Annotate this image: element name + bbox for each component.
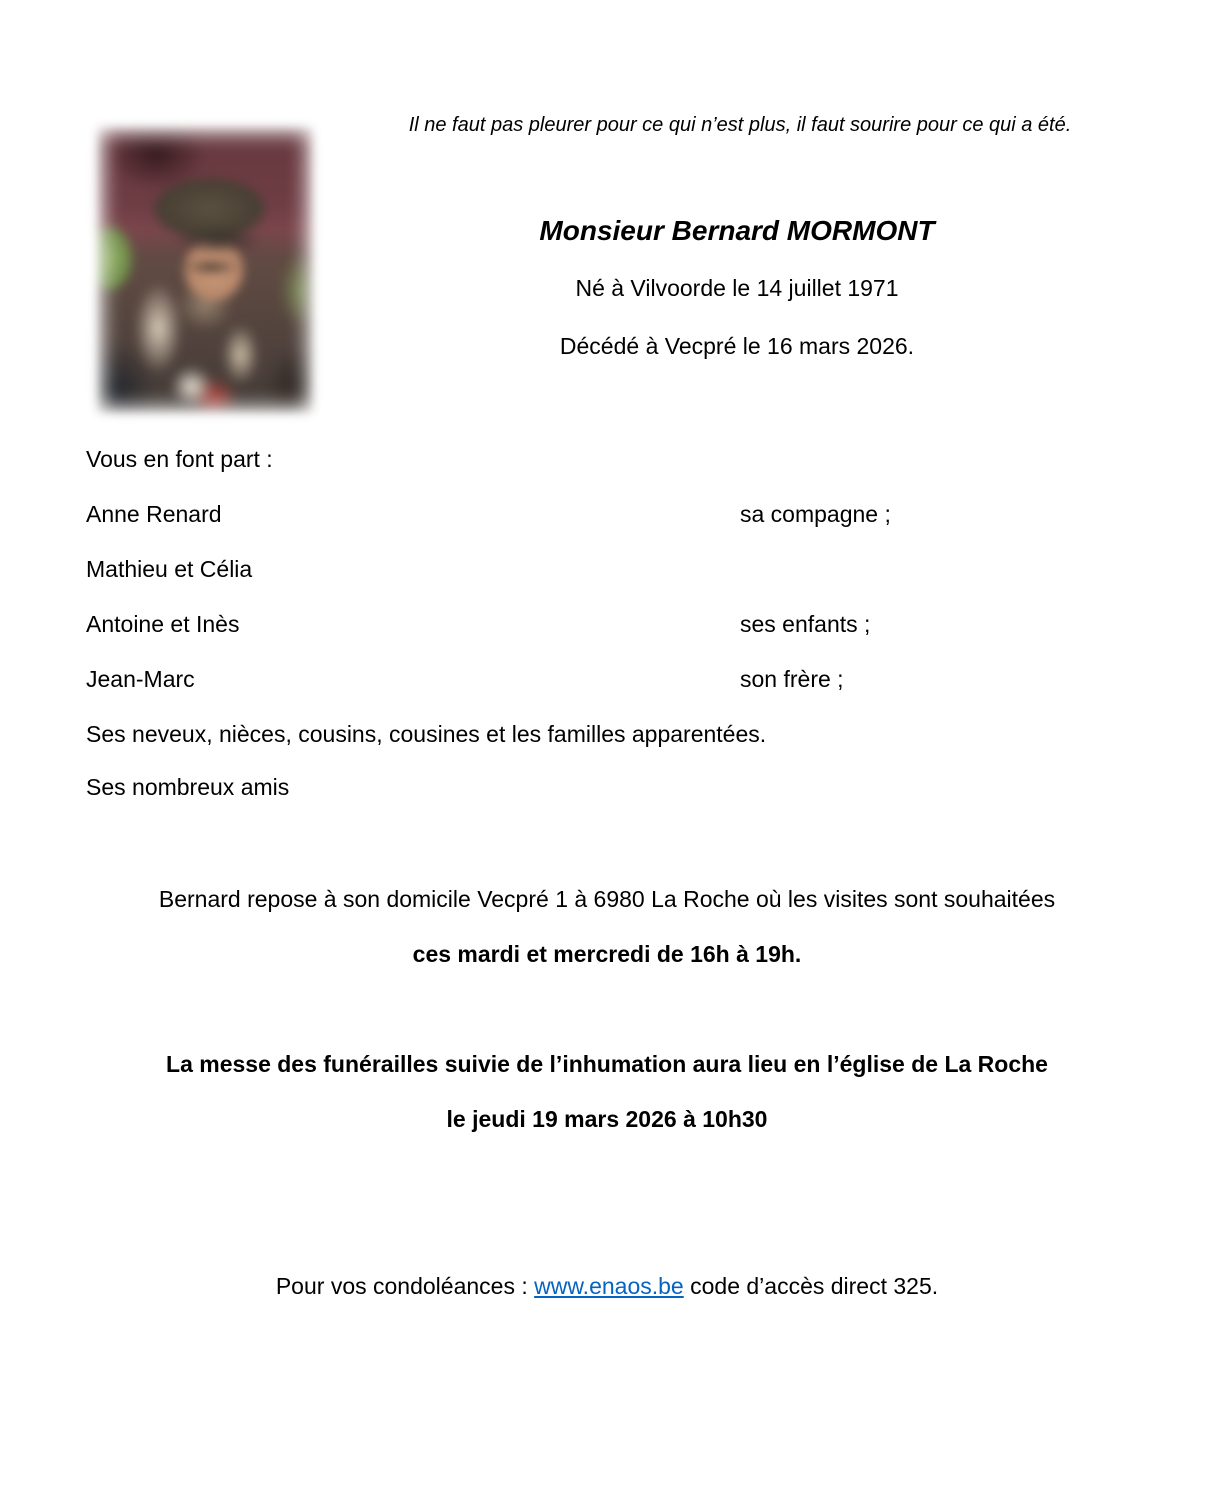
condolences-link[interactable]: www.enaos.be — [534, 1273, 684, 1299]
family-member-name: Antoine et Inès — [86, 611, 240, 637]
memorial-quote: Il ne faut pas pleurer pour ce qui n’est plus, il faut sourire pour ce qui a été. — [408, 114, 1072, 136]
relatives-line: Ses neveux, nièces, cousins, cousines et les familles apparentées. — [86, 721, 767, 747]
family-member-name: Jean-Marc — [86, 666, 195, 692]
family-member-relation: son frère ; — [740, 666, 844, 692]
family-member-name: Mathieu et Célia — [86, 556, 253, 582]
funeral-line: La messe des funérailles suivie de l’inhumation aura lieu en l’église de La Roche — [166, 1051, 1048, 1077]
portrait-photo — [86, 116, 324, 424]
deceased-name-title: Monsieur Bernard MORMONT — [539, 215, 935, 246]
portrait-photo-feather — [86, 116, 324, 424]
family-member-relation: ses enfants ; — [740, 611, 871, 637]
visitation-hours-line: ces mardi et mercredi de 16h à 19h. — [412, 941, 802, 967]
family-row — [86, 498, 1158, 530]
family-member-relation: sa compagne ; — [740, 501, 891, 527]
friends-line: Ses nombreux amis — [86, 774, 290, 800]
visitation-line: Bernard repose à son domicile Vecpré 1 à 6980 La Roche où les visites sont souhaitées — [158, 886, 1056, 912]
family-row — [86, 553, 1158, 585]
death-line: Décédé à Vecpré le 16 mars 2026. — [559, 333, 915, 359]
birth-line: Né à Vilvoorde le 14 juillet 1971 — [575, 275, 899, 301]
condolences-prefix: Pour vos condoléances : — [275, 1273, 535, 1299]
family-row — [86, 608, 1158, 640]
condolences-suffix: code d’accès direct 325. — [683, 1273, 939, 1299]
family-row — [86, 663, 1158, 695]
family-member-name: Anne Renard — [86, 501, 222, 527]
funeral-date-line: le jeudi 19 mars 2026 à 10h30 — [446, 1106, 768, 1132]
announcement-intro: Vous en font part : — [86, 446, 273, 472]
condolences-line — [0, 1270, 1214, 1302]
